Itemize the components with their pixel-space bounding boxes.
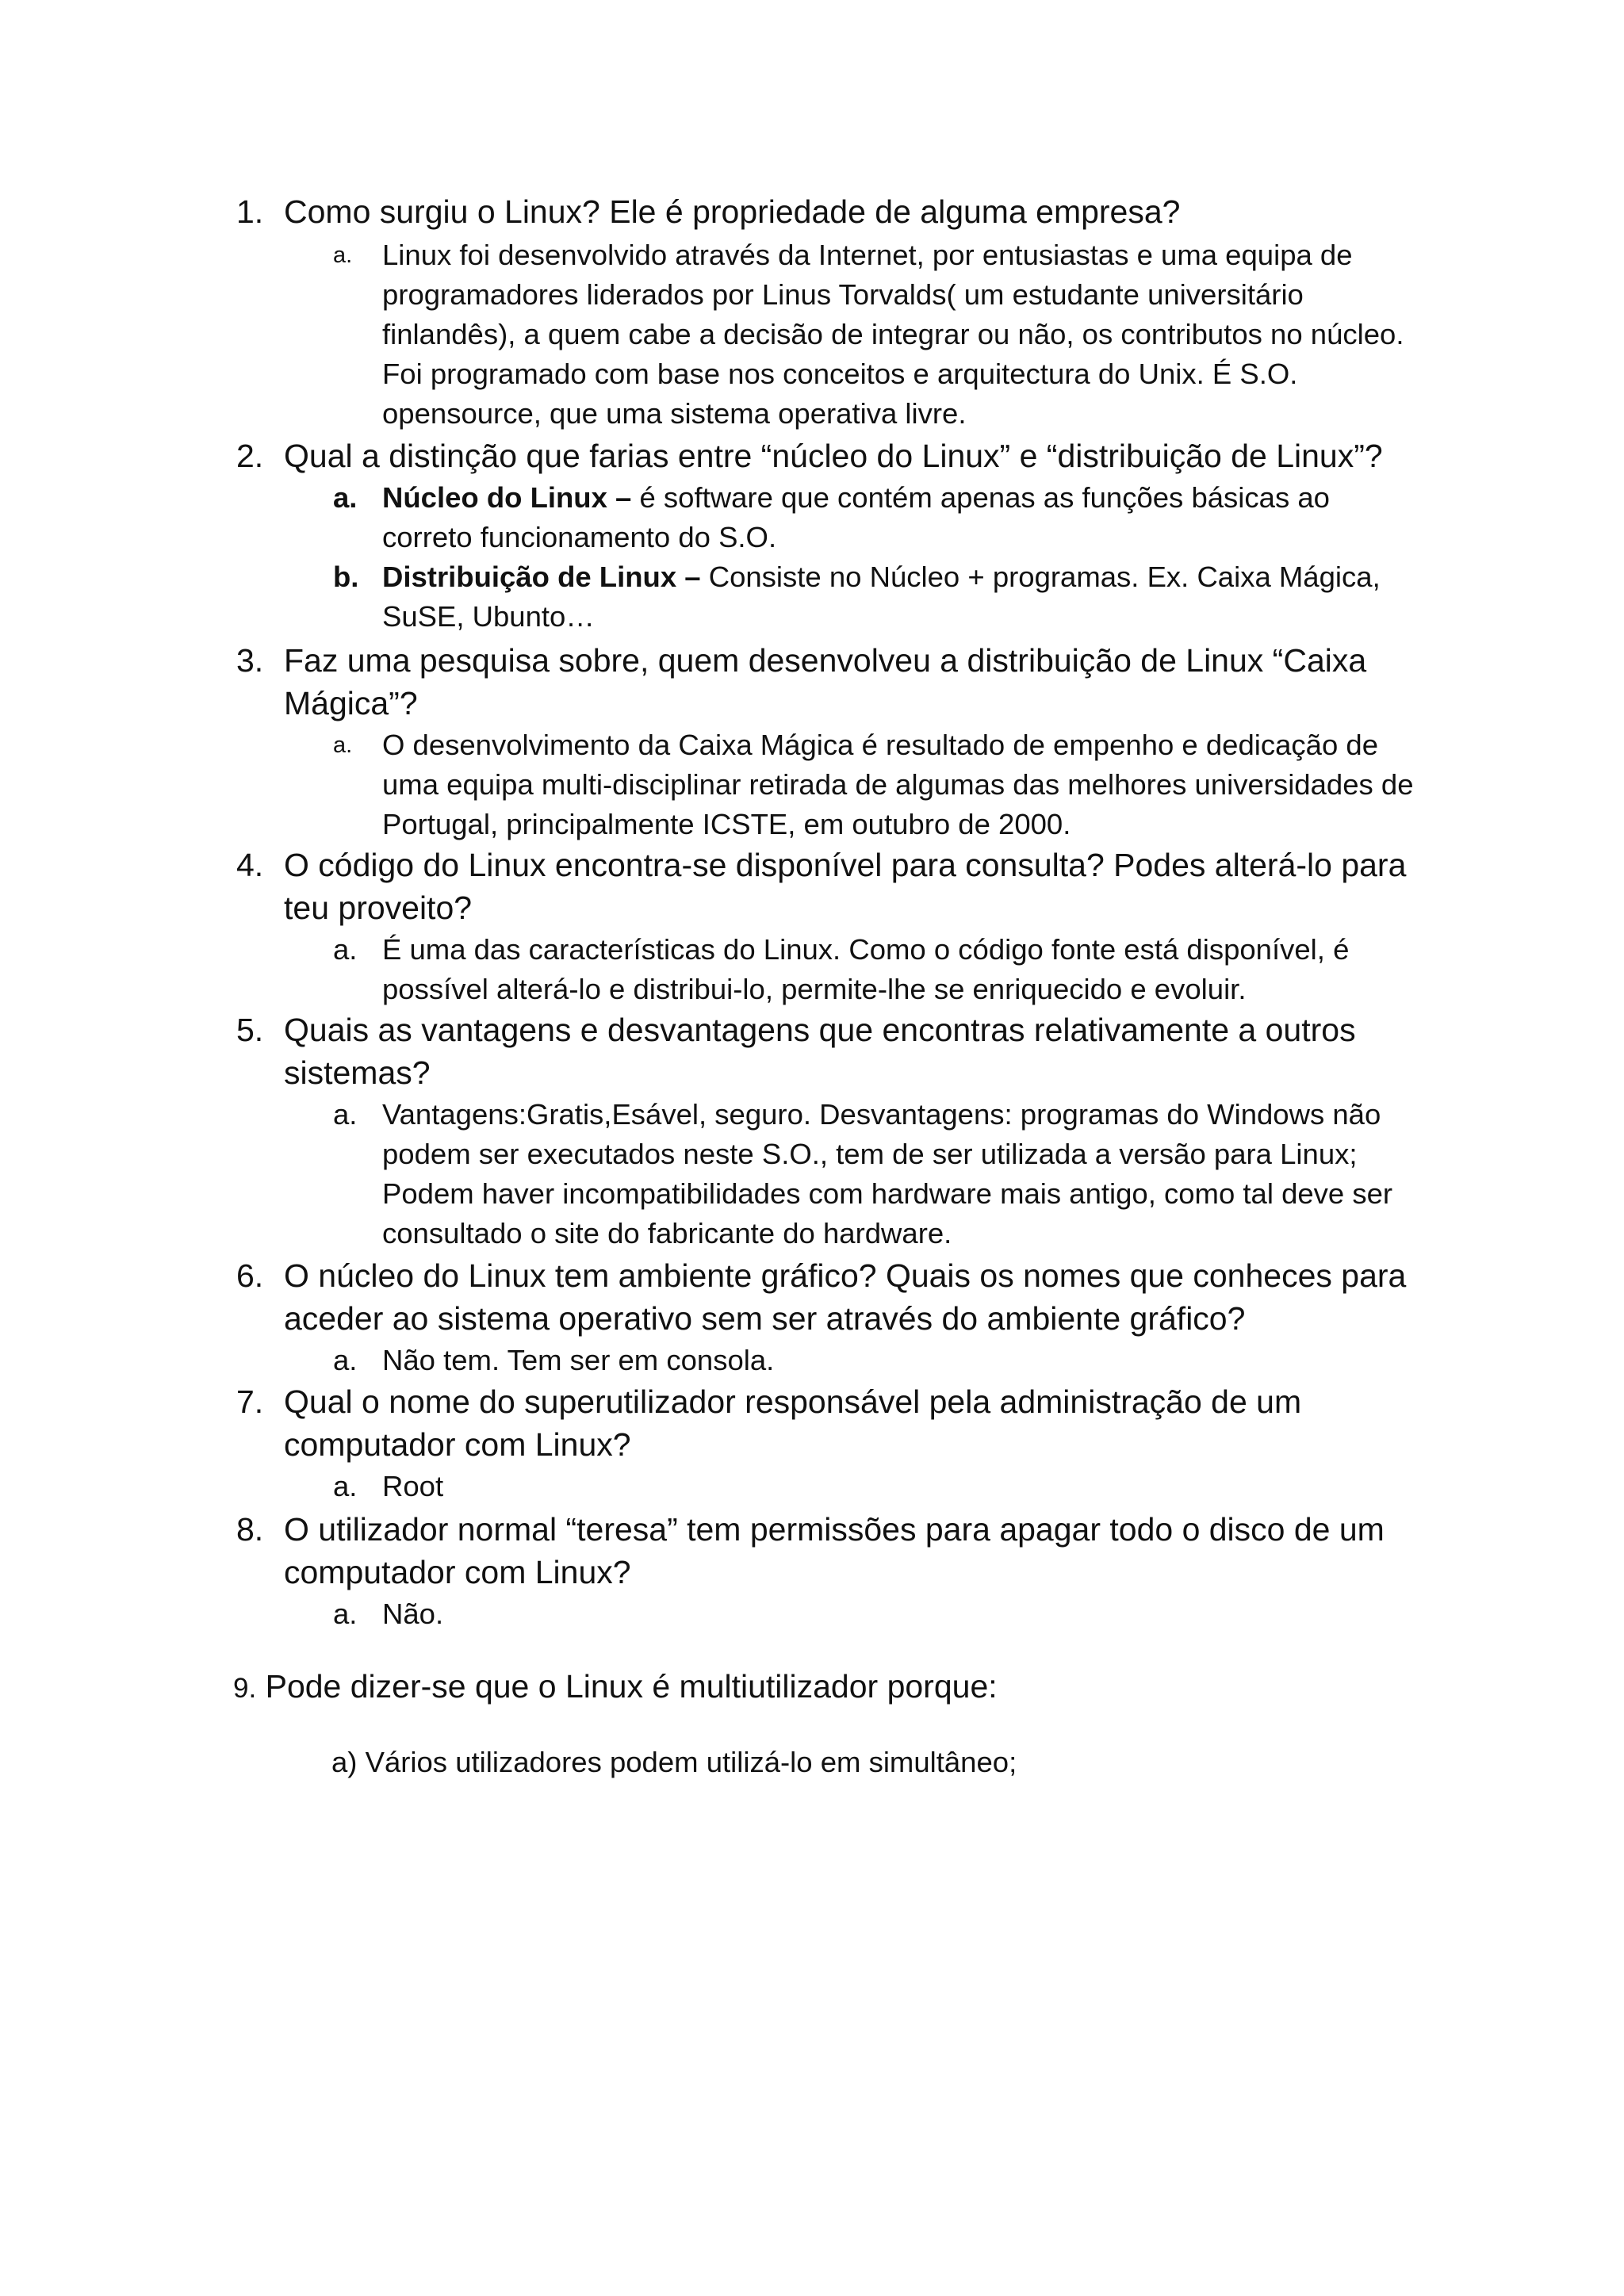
question-5: [236, 1008, 1426, 1094]
question-number: 5.: [236, 1012, 264, 1048]
answer-5a: [333, 1095, 1419, 1253]
question-7: [236, 1380, 1426, 1466]
answer-3a: [333, 725, 1419, 844]
answer-letter: a.: [333, 733, 353, 758]
answer-text: É uma das características do Linux. Como o código fonte está disponível, é possível alterá-lo e distribui-lo, permite-lhe se enriquecido e evoluir.: [382, 933, 1350, 1005]
answer-4a: [333, 930, 1419, 1009]
answer-text: O desenvolvimento da Caixa Mágica é resultado de empenho e dedicação de uma equipa multi-disciplinar retirada de algumas das melhores universidades de Portugal, principalmente ICSTE, em outubro de 2000.: [382, 729, 1414, 840]
answer-letter: a.: [333, 1098, 358, 1131]
question-2: [236, 434, 1426, 477]
answer-letter: a.: [333, 243, 353, 268]
answer-9a: a) Vários utilizadores podem utilizá-lo em simultâneo;: [331, 1746, 1017, 1778]
question-number: 8.: [236, 1511, 264, 1548]
answer-1a: [333, 235, 1419, 434]
answer-letter: a.: [333, 1598, 358, 1630]
question-6: [236, 1254, 1426, 1340]
answer-text: Não tem. Tem ser em consola.: [382, 1344, 775, 1376]
question-3: [236, 639, 1426, 725]
question-text: Qual a distinção que farias entre “núcleo do Linux” e “distribuição de Linux”?: [284, 438, 1383, 474]
question-number: 1.: [236, 193, 264, 230]
answer-letter: b.: [333, 561, 359, 593]
question-text: Faz uma pesquisa sobre, quem desenvolveu a distribuição de Linux “Caixa Mágica”?: [284, 642, 1367, 721]
question-8: [236, 1508, 1426, 1594]
answer-text: Vantagens:Gratis,Esável, seguro. Desvantagens: programas do Windows não podem ser executados neste S.O., tem de ser utilizada a versão para Linux; Podem haver incompatibilidades com hardware mais antigo, como tal deve ser consultado o site do fabricante do hardware.: [382, 1098, 1393, 1249]
question-9: [233, 1665, 998, 1710]
answer-text: Root: [382, 1470, 444, 1502]
question-number: 3.: [236, 642, 264, 679]
answer-letter: a.: [333, 481, 358, 514]
question-4: [236, 844, 1426, 929]
question-text: Qual o nome do superutilizador responsável pela administração de um computador com Linux?: [284, 1383, 1302, 1463]
question-number: 4.: [236, 847, 264, 883]
answer-term: Distribuição de Linux –: [382, 561, 701, 593]
question-text: Pode dizer-se que o Linux é multiutilizador porque:: [256, 1668, 998, 1705]
question-number: 9.: [233, 1673, 257, 1704]
answer-7a: [333, 1467, 1419, 1506]
question-number: 2.: [236, 438, 264, 474]
question-number: 6.: [236, 1257, 264, 1294]
answer-text: Linux foi desenvolvido através da Internet, por entusiastas e uma equipa de programadores liderados por Linus Torvalds( um estudante universitário finlandês), a quem cabe a decisão de integrar ou não, os contributos no núcleo. Foi programado com base nos conceitos e arquitectura do Unix. É S.O. opensource, que uma sistema operativa livre.: [382, 239, 1404, 430]
answer-letter: a.: [333, 1470, 358, 1502]
question-text: O utilizador normal “teresa” tem permissões para apagar todo o disco de um computador com Linux?: [284, 1511, 1385, 1590]
answer-2a: [333, 478, 1419, 557]
answer-letter: a.: [333, 1344, 358, 1376]
answer-text: é software que contém apenas as funções básicas ao correto funcionamento do S.O.: [382, 481, 1330, 553]
question-text: Quais as vantagens e desvantagens que encontras relativamente a outros sistemas?: [284, 1012, 1356, 1091]
answer-8a: [333, 1594, 1419, 1634]
answer-6a: [333, 1341, 1419, 1380]
answer-letter: a.: [333, 933, 358, 966]
question-1: [236, 190, 1426, 233]
answer-text: Não.: [382, 1598, 444, 1630]
answer-term: Núcleo do Linux –: [382, 481, 632, 514]
question-text: Como surgiu o Linux? Ele é propriedade de alguma empresa?: [284, 193, 1181, 230]
question-text: O código do Linux encontra-se disponível para consulta? Podes alterá-lo para teu proveito?: [284, 847, 1407, 926]
question-text: O núcleo do Linux tem ambiente gráfico? Quais os nomes que conheces para aceder ao sistema operativo sem ser através do ambiente gráfico?: [284, 1257, 1407, 1337]
answer-text: Consiste no Núcleo + programas. Ex. Caixa Mágica, SuSE, Ubunto…: [382, 561, 1381, 633]
question-number: 7.: [236, 1383, 264, 1420]
answer-2b: [333, 557, 1419, 637]
